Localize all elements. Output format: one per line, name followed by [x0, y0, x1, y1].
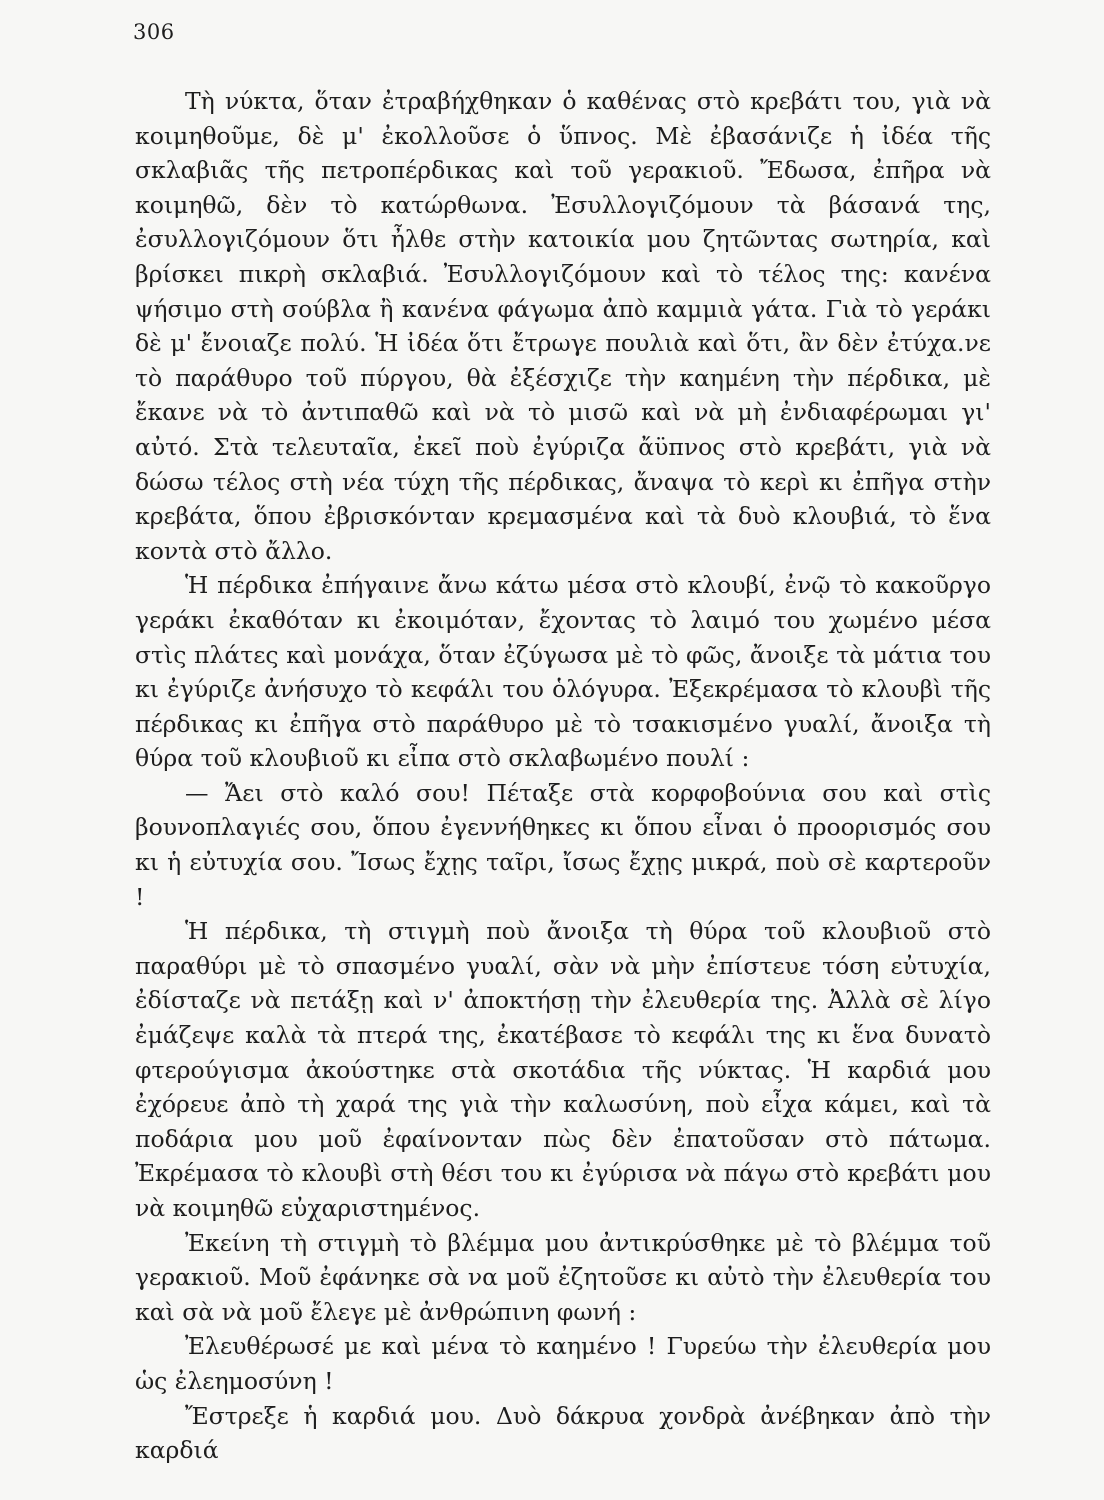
- paragraph: — Ἄει στὸ καλό σου! Πέταξε στὰ κορφοβούνια σου καὶ στὶς βουνοπλαγιές σου, ὅπου ἐγεννήθηκες κι ὅπου εἶναι ὁ προορισμός σου κι ἡ εὐτυχία σου. Ἴσως ἔχῃς ταῖρι, ἴσως ἔχῃς μικρά, ποὺ σὲ καρτεροῦν !: [135, 778, 991, 911]
- paragraph: Ἡ πέρδικα ἐπήγαινε ἄνω κάτω μέσα στὸ κλουβί, ἐνῷ τὸ κακοῦργο γεράκι ἐκαθόταν κι ἐκοιμόταν, ἔχοντας τὸ λαιμό του χωμένο μέσα στὶς πλάτες καὶ μονάχα, ὅταν ἐζύγωσα μὲ τὸ φῶς, ἄνοιξε τὰ μάτια του κι ἐγύριζε ἀνήσυχο τὸ κεφάλι του ὁλόγυρα. Ἐξεκρέμασα τὸ κλουβὶ τῆς πέρδικας κι ἐπῆγα στὸ παράθυρο μὲ τὸ τσακισμένο γυαλί, ἄνοιξα τὴ θύρα τοῦ κλουβιοῦ κι εἶπα στὸ σκλαβωμένο πουλί :: [135, 571, 991, 773]
- body-text: [135, 84, 991, 1468]
- page-number: 306: [133, 20, 175, 44]
- paragraph: Ἔστρεξε ἡ καρδιά μου. Δυὸ δάκρυα χονδρὰ ἀνέβηκαν ἀπὸ τὴν καρδιά: [135, 1401, 991, 1465]
- paragraph: Ἐκείνη τὴ στιγμὴ τὸ βλέμμα μου ἀντικρύσθηκε μὲ τὸ βλέμμα τοῦ γερακιοῦ. Μοῦ ἐφάνηκε σὰ να μοῦ ἐζητοῦσε κι αὐτὸ τὴν ἐλευθερία του καὶ σὰ νὰ μοῦ ἔλεγε μὲ ἀνθρώπινη φωνή :: [135, 1228, 991, 1326]
- paragraph: Τὴ νύκτα, ὅταν ἐτραβήχθηκαν ὁ καθένας στὸ κρεβάτι του, γιὰ νὰ κοιμηθοῦμε, δὲ μ' ἐκολλοῦσε ὁ ὕπνος. Μὲ ἐβασάνιζε ἡ ἰδέα τῆς σκλαβιᾶς τῆς πετροπέρδικας καὶ τοῦ γερακιοῦ. Ἔδωσα, ἐπῆρα νὰ κοιμηθῶ, δὲν τὸ κατώρθωνα. Ἐσυλλογιζόμουν τὰ βάσανά της, ἐσυλλογιζόμουν ὅτι ἦλθε στὴν κατοικία μου ζητῶντας σωτηρία, καὶ βρίσκει πικρὴ σκλαβιά. Ἐσυλλογιζόμουν καὶ τὸ τέλος της: κανένα ψήσιμο στὴ σούβλα ἢ κανένα φάγωμα ἀπὸ καμμιὰ γάτα. Γιὰ τὸ γεράκι δὲ μ' ἔνοιαζε πολύ. Ἡ ἰδέα ὅτι ἔτρωγε πουλιὰ καὶ ὅτι, ἂν δὲν ἐτύχα.νε τὸ παράθυρο τοῦ πύργου, θὰ ἐξέσχιζε τὴν καημένη τὴν πέρδικα, μὲ ἔκανε νὰ τὸ ἀντιπαθῶ καὶ νὰ τὸ μισῶ καὶ νὰ μὴ ἐνδιαφέρωμαι γι' αὐτό. Στὰ τελευταῖα, ἐκεῖ ποὺ ἐγύριζα ἄϋπνος στὸ κρεβάτι, γιὰ νὰ δώσω τέλος στὴ νέα τύχη τῆς πέρδικας, ἄναψα τὸ κερὶ κι ἐπῆγα στὴν κρεβάτα, ὅπου ἐβρισκόνταν κρεμασμένα καὶ τὰ δυὸ κλουβιά, τὸ ἕνα κοντὰ στὸ ἄλλο.: [135, 87, 991, 565]
- paragraph: Ἡ πέρδικα, τὴ στιγμὴ ποὺ ἄνοιξα τὴ θύρα τοῦ κλουβιοῦ στὸ παραθύρι μὲ τὸ σπασμένο γυαλί, σὰν νὰ μὴν ἐπίστευε τόση εὐτυχία, ἐδίσταζε νὰ πετάξῃ καὶ ν' ἀποκτήσῃ τὴν ἐλευθερία της. Ἀλλὰ σὲ λίγο ἐμάζεψε καλὰ τὰ πτερά της, ἐκατέβασε τὸ κεφάλι της κι ἕνα δυνατὸ φτερούγισμα ἀκούστηκε στὰ σκοτάδια τῆς νύκτας. Ἡ καρδιά μου ἐχόρευε ἀπὸ τὴ χαρά της γιὰ τὴν καλωσύνη, ποὺ εἶχα κάμει, καὶ τὰ ποδάρια μου μοῦ ἐφαίνονταν πὼς δὲν ἐπατοῦσαν στὸ πάτωμα. Ἐκρέμασα τὸ κλουβὶ στὴ θέσι του κι ἐγύρισα νὰ πάγω στὸ κρεβάτι μου νὰ κοιμηθῶ εὐχαριστημένος.: [135, 917, 991, 1222]
- paragraph: Ἐλευθέρωσέ με καὶ μένα τὸ καημένο ! Γυρεύω τὴν ἐλευθερία μου ὡς ἐλεημοσύνη !: [135, 1332, 991, 1395]
